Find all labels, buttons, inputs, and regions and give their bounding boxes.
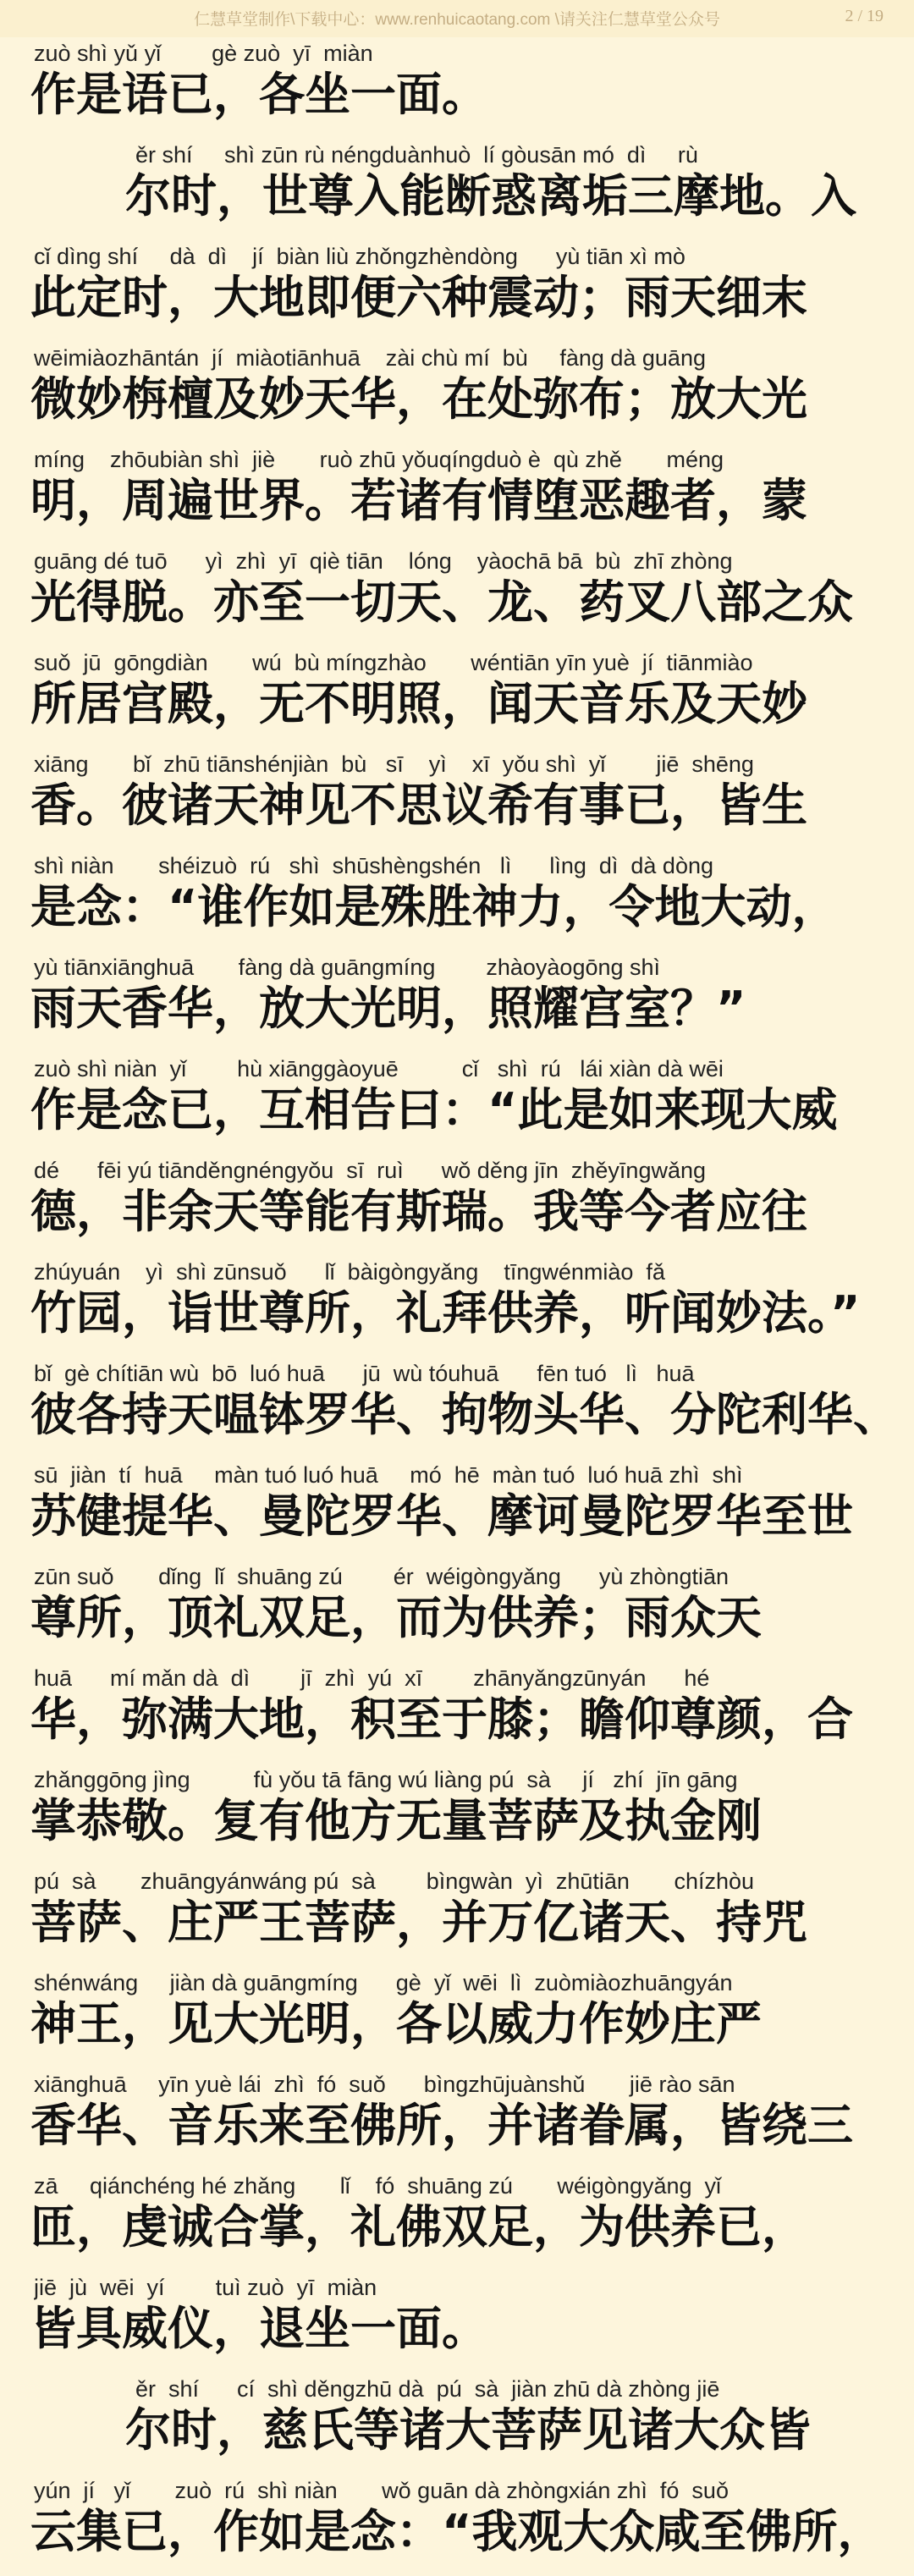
hanzi-line: 尊所，顶礼双足，而为供养；雨众天	[30, 1591, 762, 1644]
text-line	[0, 342, 914, 443]
pinyin-line: guāng dé tuō yì zhì yī qiè tiān lóng yàochā bā bù zhī zhòng	[34, 548, 733, 574]
hanzi-line: 华，弥满大地，积至于膝；瞻仰尊颜，合	[30, 1693, 853, 1746]
hanzi-line: 苏健提华、曼陀罗华、摩诃曼陀罗华至世	[30, 1489, 853, 1543]
hanzi-line: 神王，见大光明，各以威力作妙庄严	[30, 1997, 762, 2050]
text-line	[0, 647, 914, 748]
header-text: 仁慧草堂制作\下载中心：www.renhuicaotang.com \请关注仁慧草堂公众号	[194, 11, 720, 29]
text-line	[0, 545, 914, 647]
hanzi-line: 香华、音乐来至佛所，并诸眷属，皆绕三	[30, 2099, 853, 2152]
text-line	[0, 240, 914, 342]
text-line	[0, 1459, 914, 1560]
pinyin-line: xiāng bǐ zhū tiānshénjiàn bù sī yì xī yǒu shì yǐ jiē shēng	[34, 751, 754, 777]
text-line	[0, 1256, 914, 1357]
text-line	[0, 37, 914, 139]
page-number: 2 / 19	[845, 7, 884, 25]
pinyin-line: zuò shì yǔ yǐ gè zuò yī miàn	[34, 41, 373, 66]
text-line	[0, 2170, 914, 2271]
pinyin-line: zhǎnggōng jìng fù yǒu tā fāng wú liàng pú sà jí zhí jīn gāng	[34, 1767, 738, 1792]
text-line	[0, 1154, 914, 1256]
text-line	[0, 1053, 914, 1154]
pinyin-line: dé fēi yú tiānděngnéngyǒu sī ruì wǒ děng jīn zhěyīngwǎng	[34, 1158, 707, 1183]
text-line	[0, 1560, 914, 1662]
pinyin-line: bǐ gè chítiān wù bō luó huā jū wù tóuhuā fēn tuó lì huā	[34, 1361, 695, 1386]
hanzi-line: 尔时，世尊入能断惑离垢三摩地。入	[125, 169, 856, 223]
pinyin-line: yù tiānxiānghuā fàng dà guāngmíng zhàoyàogōng shì	[34, 955, 661, 980]
hanzi-line: 尔时，慈氏等诸大菩萨见诸大众皆	[125, 2403, 811, 2457]
text-line	[0, 2373, 914, 2474]
hanzi-line: 香。彼诸天神见不思议希有事已，皆生	[30, 779, 807, 832]
hanzi-line: 云集已，作如是念：“我观大众咸至佛所，	[30, 2505, 884, 2558]
pinyin-line: suǒ jū gōngdiàn wú bù míngzhào wéntiān yīn yuè jí tiānmiào	[34, 650, 753, 675]
hanzi-line: 作是念已，互相告曰：“此是如来现大威	[30, 1083, 838, 1137]
pinyin-line: zā qiánchéng hé zhǎng lǐ fó shuāng zú wéigòngyǎng yǐ	[34, 2173, 722, 2199]
text-line	[0, 2474, 914, 2576]
hanzi-line: 掌恭敬。复有他方无量菩萨及执金刚	[30, 1794, 762, 1847]
hanzi-line: 雨天香华，放大光明，照耀宫室？”	[30, 982, 746, 1035]
hanzi-line: 菩萨、庄严王菩萨，并万亿诸天、持咒	[30, 1896, 807, 1949]
text-line	[0, 443, 914, 545]
text-line	[0, 139, 914, 240]
hanzi-line: 光得脱。亦至一切天、龙、药叉八部之众	[30, 575, 853, 629]
pinyin-line: zuò shì niàn yǐ hù xiānggàoyuē cǐ shì rú lái xiàn dà wēi	[34, 1056, 724, 1082]
pinyin-line: pú sà zhuāngyánwáng pú sà bìngwàn yì zhūtiān chízhòu	[34, 1869, 755, 1894]
pinyin-line: zhúyuán yì shì zūnsuǒ lǐ bàigòngyǎng tīngwénmiào fǎ	[34, 1259, 665, 1285]
pinyin-line: jiē jù wēi yí tuì zuò yī miàn	[34, 2275, 377, 2300]
pinyin-line: wēimiàozhāntán jí miàotiānhuā zài chù mí bù fàng dà guāng	[34, 345, 706, 371]
hanzi-line: 德，非余天等能有斯瑞。我等今者应往	[30, 1185, 807, 1238]
text-line	[0, 2271, 914, 2373]
text-line	[0, 748, 914, 850]
scripture-text	[0, 37, 914, 2576]
pinyin-line: zūn suǒ dǐng lǐ shuāng zú ér wéigòngyǎng yù zhòngtiān	[34, 1564, 729, 1589]
hanzi-line: 所居宫殿，无不明照，闻天音乐及天妙	[30, 677, 807, 730]
hanzi-line: 明，周遍世界。若诸有情堕恶趣者，蒙	[30, 474, 807, 527]
pinyin-line: ěr shí cí shì děngzhū dà pú sà jiàn zhū dà zhòng jiē	[135, 2376, 720, 2402]
pinyin-line: cǐ dìng shí dà dì jí biàn liù zhǒngzhèndòng yù tiān xì mò	[34, 244, 686, 269]
text-line	[0, 1357, 914, 1459]
hanzi-line: 彼各持天嗢钵罗华、拘物头华、分陀利华、	[30, 1388, 899, 1441]
pinyin-line: huā mí mǎn dà dì jī zhì yú xī zhānyǎngzūnyán hé	[34, 1665, 710, 1691]
pinyin-line: míng zhōubiàn shì jiè ruò zhū yǒuqíngduò è qù zhě méng	[34, 447, 724, 472]
text-line	[0, 850, 914, 951]
hanzi-line: 此定时，大地即便六种震动；雨天细末	[30, 271, 807, 324]
pinyin-line: xiānghuā yīn yuè lái zhì fó suǒ bìngzhūjuànshǔ jiē rào sān	[34, 2072, 735, 2097]
text-line	[0, 1764, 914, 1865]
pinyin-line: shì niàn shéizuò rú shì shūshèngshén lì lìng dì dà dòng	[34, 853, 713, 878]
hanzi-line: 是念：“谁作如是殊胜神力，令地大动，	[30, 880, 838, 933]
text-line	[0, 1865, 914, 1967]
hanzi-line: 作是语已，各坐一面。	[30, 68, 487, 121]
text-line	[0, 2068, 914, 2170]
text-line	[0, 1967, 914, 2068]
pinyin-line: yún jí yǐ zuò rú shì niàn wǒ guān dà zhòngxián zhì fó suǒ	[34, 2478, 729, 2503]
text-line	[0, 1662, 914, 1764]
hanzi-line: 竹园，诣世尊所，礼拜供养，听闻妙法。”	[30, 1286, 861, 1340]
page-header	[0, 0, 914, 37]
text-line	[0, 951, 914, 1053]
pinyin-line: shénwáng jiàn dà guāngmíng gè yǐ wēi lì zuòmiàozhuāngyán	[34, 1970, 733, 1995]
hanzi-line: 皆具威仪，退坐一面。	[30, 2302, 487, 2355]
hanzi-line: 微妙栴檀及妙天华，在处弥布；放大光	[30, 372, 807, 426]
hanzi-line: 匝，虔诚合掌，礼佛双足，为供养已，	[30, 2200, 807, 2254]
pinyin-line: sū jiàn tí huā màn tuó luó huā mó hē màn tuó luó huā zhì shì	[34, 1462, 743, 1488]
pinyin-line: ěr shí shì zūn rù néngduànhuò lí gòusān mó dì rù	[135, 142, 698, 168]
